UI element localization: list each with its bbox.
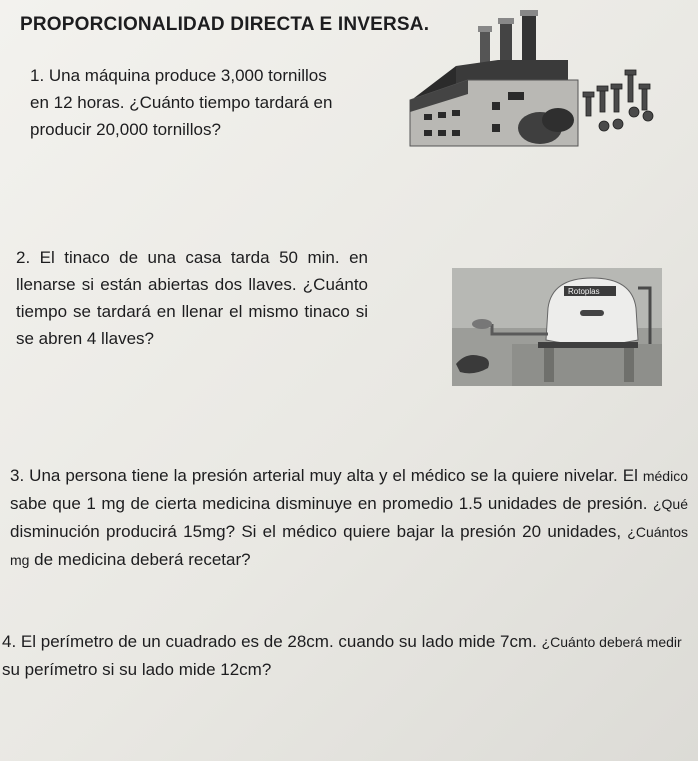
question-1-line-1: 1. Una máquina produce 3,000 tornillos bbox=[30, 66, 327, 85]
question-1 bbox=[30, 62, 360, 143]
question-3-text-b: sabe que 1 mg de cierta medicina disminuye en promedio 1.5 unidades de presión. bbox=[10, 494, 653, 513]
question-3-text-c: disminución producirá 15mg? Si el médico quiere bajar la presión 20 unidades, bbox=[10, 522, 628, 541]
question-4 bbox=[2, 628, 694, 684]
question-3 bbox=[10, 462, 688, 574]
question-3-small-b: ¿Qué bbox=[652, 496, 688, 512]
factory-illustration bbox=[408, 8, 670, 156]
water-tank-illustration bbox=[452, 268, 662, 386]
question-3-small-a: médico bbox=[642, 468, 688, 484]
question-3-small-c: ¿Cuántos mg bbox=[10, 524, 688, 568]
question-4-text-a: 4. El perímetro de un cuadrado es de 28cm. cuando su lado mide 7cm. bbox=[2, 632, 542, 651]
question-3-text-a: 3. Una persona tiene la presión arterial muy alta y el médico se la quiere nivelar. El bbox=[10, 466, 643, 485]
question-3-text-d: de medicina deberá recetar? bbox=[29, 550, 251, 569]
question-1-line-3: producir 20,000 tornillos? bbox=[30, 120, 221, 139]
tank-label: Rotoplas bbox=[568, 287, 600, 296]
question-2: 2. El tinaco de una casa tarda 50 min. en llenarse si están abiertas dos llaves. ¿Cuánto tiempo se tardará en llenar el mismo tinaco si se abren 4 llaves? bbox=[16, 248, 368, 348]
page-title: PROPORCIONALIDAD DIRECTA E INVERSA. bbox=[20, 14, 430, 35]
screws-icon bbox=[583, 70, 653, 131]
question-4-text-b: su perímetro si su lado mide 12cm? bbox=[2, 660, 272, 679]
question-1-line-2: en 12 horas. ¿Cuánto tiempo tardará en bbox=[30, 93, 333, 112]
question-4-small-a: ¿Cuánto deberá medir bbox=[541, 634, 682, 650]
